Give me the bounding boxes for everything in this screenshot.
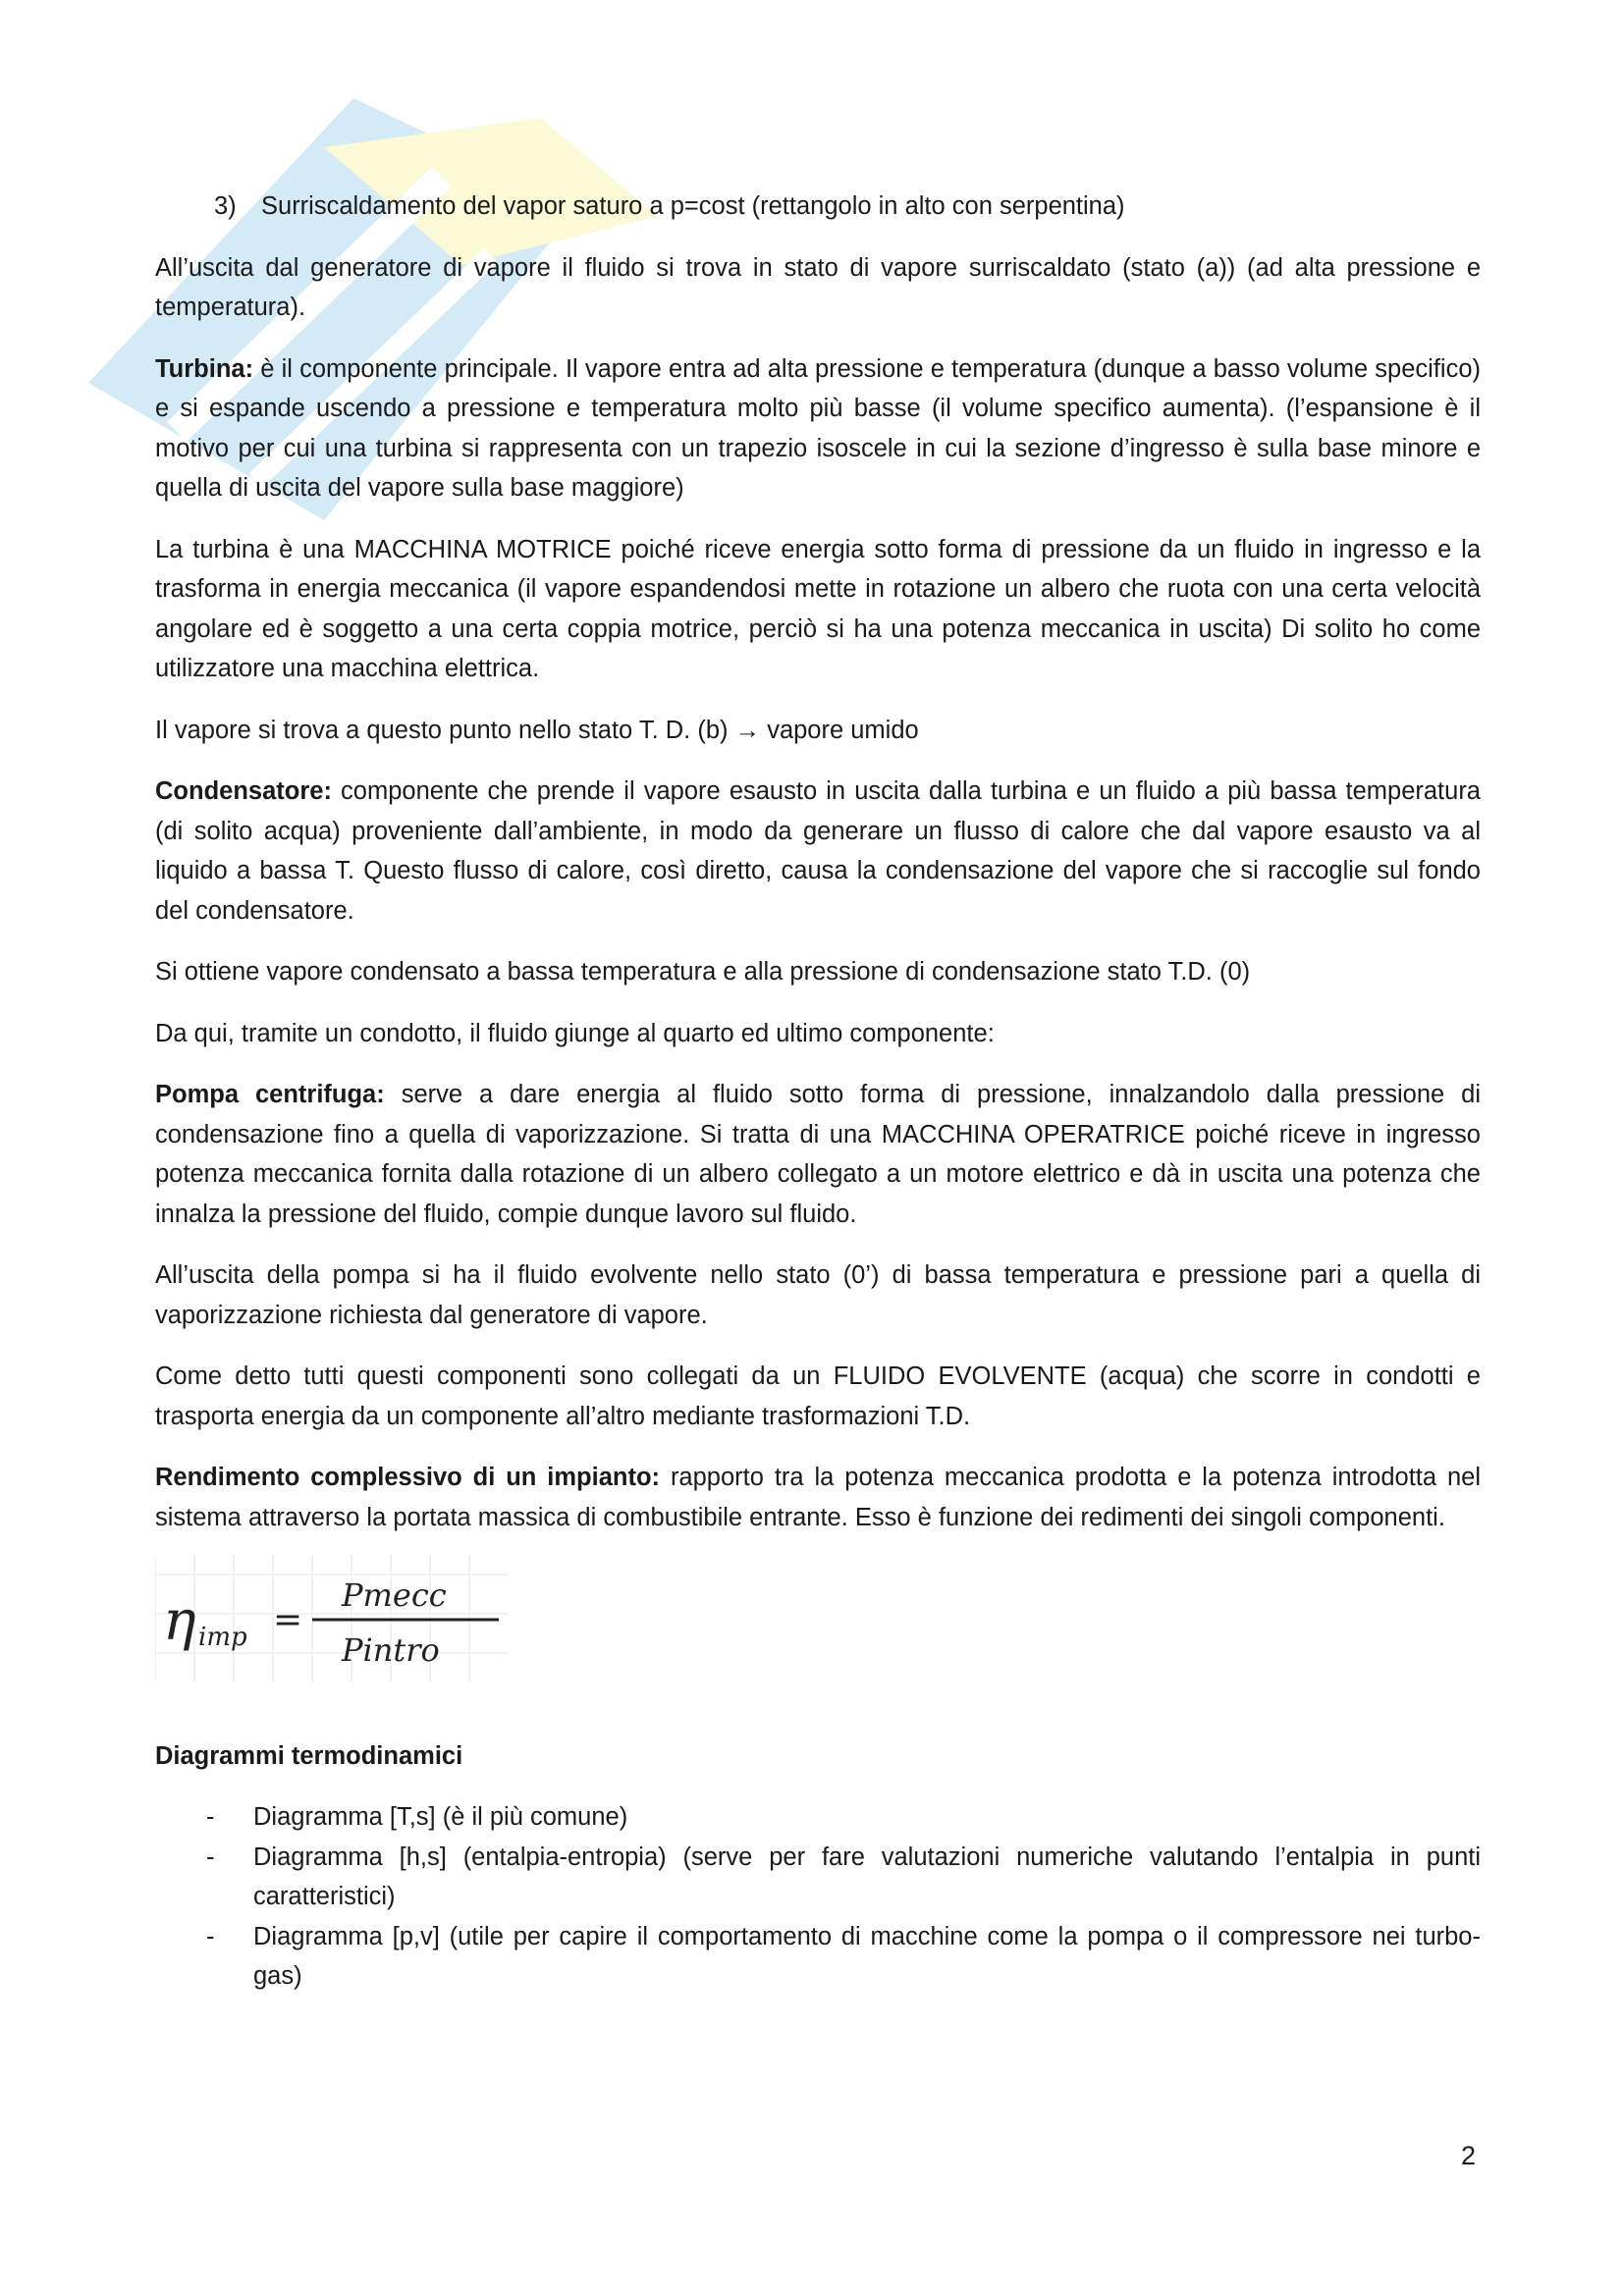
list-dash: - xyxy=(206,1803,215,1831)
list-item xyxy=(155,1917,1481,1997)
list-item-text: Diagramma [p,v] (utile per capire il comportamento di macchine come la pompa o il compressore nei turbo-gas) xyxy=(253,1922,1481,1990)
list-item xyxy=(155,1838,1481,1917)
right-arrow-icon: → xyxy=(734,716,761,744)
paragraph-stato-b-text: Il vapore si trova a questo punto nello stato T. D. (b) xyxy=(155,716,735,744)
term-pompa-centrifuga: Pompa centrifuga: xyxy=(155,1081,385,1108)
formula-numerator: Pmecc xyxy=(342,1576,447,1614)
paragraph-rendimento xyxy=(155,1458,1481,1537)
list-dash: - xyxy=(206,1842,215,1871)
paragraph-fluido-evolvente: Come detto tutti questi componenti sono collegati da un FLUIDO EVOLVENTE (acqua) che scorre in condotti e trasporta energia da un componente all’altro mediante trasformazioni T.D. xyxy=(155,1362,1481,1430)
formula-denominator: Pintro xyxy=(342,1631,440,1669)
handwritten-formula xyxy=(155,1555,509,1682)
section-heading-diagrammi: Diagrammi termodinamici xyxy=(155,1741,463,1770)
list-item-step-3 xyxy=(214,187,1481,227)
list-item-text: Surriscaldamento del vapor saturo a p=cost (rettangolo in alto con serpentina) xyxy=(261,192,1125,220)
list-item-text: Diagramma [h,s] (entalpia-entropia) (serve per fare valutazioni numeriche valutando l’entalpia in punti caratteristici) xyxy=(253,1842,1481,1910)
paragraph-pompa-text: serve a dare energia al fluido sotto forma di pressione, innalzandolo dalla pressione di condensazione fino a quella di vaporizzazione. Si tratta di una MACCHINA OPERATRICE poiché riceve in ingresso potenza meccanica fornita dalla rotazione di un albero collegato a un motore elettrico e dà in uscita una potenza che innalza la pressione del fluido, compie dunque lavoro sul fluido. xyxy=(155,1081,1481,1228)
paragraph-turbina xyxy=(155,349,1481,508)
list-item xyxy=(155,1797,1481,1838)
paragraph-uscita-generatore: All’uscita dal generatore di vapore il fluido si trova in stato di vapore surriscaldato (stato (a)) (ad alta pressione e temperatura). xyxy=(155,253,1481,321)
list-dash: - xyxy=(206,1922,215,1950)
paragraph-condensatore-text: componente che prende il vapore esausto in uscita dalla turbina e un fluido a più bassa temperatura (di solito acqua) proveniente dall’ambiente, in modo da generare un flusso di calore che dal vapore esausto va al liquido a bassa T. Questo flusso di calore, così diretto, causa la condensazione del vapore che si raccoglie sul fondo del condensatore. xyxy=(155,777,1481,925)
paragraph-condensatore xyxy=(155,772,1481,931)
paragraph-da-qui: Da qui, tramite un condotto, il fluido giunge al quarto ed ultimo componente: xyxy=(155,1019,995,1047)
paragraph-pompa xyxy=(155,1075,1481,1234)
page-number: 2 xyxy=(1461,2141,1477,2170)
formula-subscript: imp xyxy=(198,1623,247,1652)
document-body xyxy=(155,187,1481,1997)
formula-equals: = xyxy=(273,1600,303,1640)
paragraph-rendimento-text: rapporto tra la potenza meccanica prodotta e la potenza introdotta nel sistema attraverso la portata massica di combustibile entrante. Esso è funzione dei redimenti dei singoli componenti. xyxy=(155,1464,1481,1531)
term-turbina: Turbina: xyxy=(155,354,254,383)
formula-eta: η xyxy=(163,1589,196,1653)
paragraph-stato-b-result: vapore umido xyxy=(760,716,919,744)
paragraph-macchina-motrice: La turbina è una MACCHINA MOTRICE poiché riceve energia sotto forma di pressione da un fluido in ingresso e la trasforma in energia meccanica (il vapore espandendosi mette in rotazione un albero che ruota con una certa velocità angolare ed è soggetto a una certa coppia motrice, perciò si ha una potenza meccanica in uscita) Di solito ho come utilizzatore una macchina elettrica. xyxy=(155,535,1481,682)
paragraph-stato-b xyxy=(155,711,1481,751)
list-number: 3) xyxy=(214,192,237,220)
diagram-list xyxy=(155,1797,1481,1997)
paragraph-condensato: Si ottiene vapore condensato a bassa temperatura e alla pressione di condensazione stato T.D. (0) xyxy=(155,958,1251,986)
term-rendimento: Rendimento complessivo di un impianto: xyxy=(155,1464,661,1491)
paragraph-uscita-pompa: All’uscita della pompa si ha il fluido evolvente nello stato (0’) di bassa temperatura e pressione pari a quella di vaporizzazione richiesta dal generatore di vapore. xyxy=(155,1261,1481,1329)
list-item-text: Diagramma [T,s] (è il più comune) xyxy=(253,1803,628,1831)
paragraph-turbina-text: è il componente principale. Il vapore entra ad alta pressione e temperatura (dunque a basso volume specifico) e si espande uscendo a pressione e temperatura molto più basse (il volume specifico aumenta). (l’espansione è il motivo per cui una turbina si rappresenta con un trapezio isoscele in cui la sezione d’ingresso è sulla base minore e quella di uscita del vapore sulla base maggiore) xyxy=(155,354,1481,502)
term-condensatore: Condensatore: xyxy=(155,777,332,805)
